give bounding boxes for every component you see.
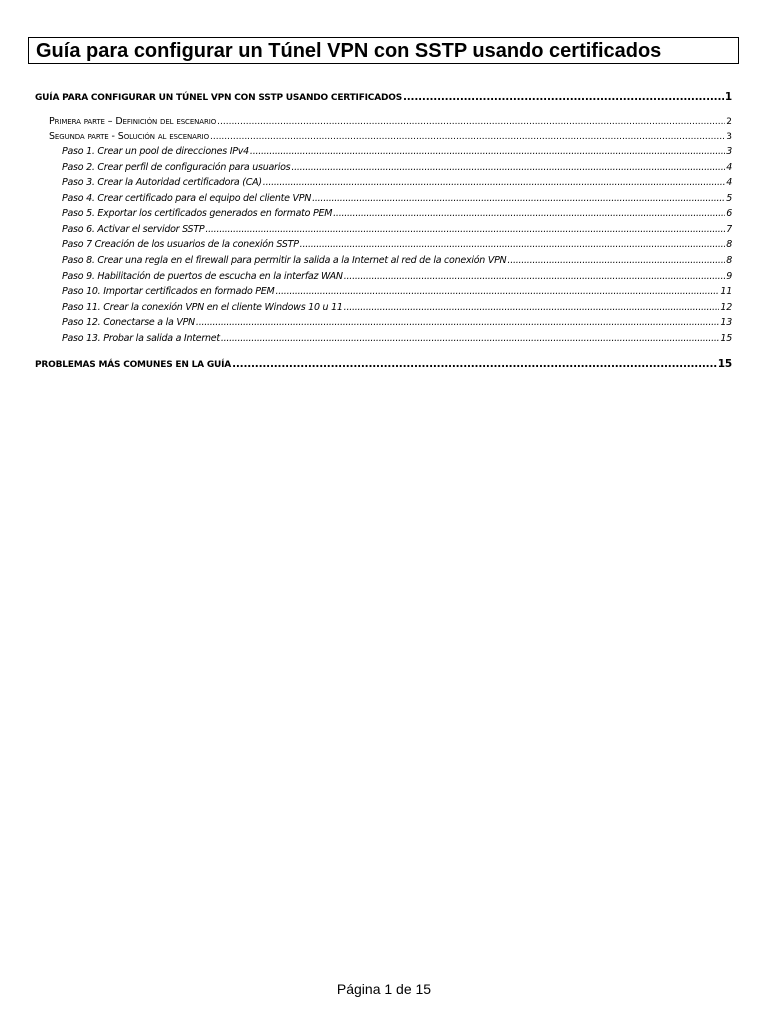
toc-leader bbox=[217, 117, 725, 127]
toc-entry-label: Primera parte – Definición del escenario bbox=[49, 116, 217, 127]
toc-entry-label: Paso 13. Probar la salida a Internet bbox=[62, 333, 220, 344]
document-title: Guía para configurar un Túnel VPN con SSTP usando certificados bbox=[36, 39, 662, 62]
toc-entry-page: 3 bbox=[726, 132, 732, 142]
toc-leader bbox=[263, 177, 725, 188]
toc-entry-label: Paso 9. Habilitación de puertos de escucha en la interfaz WAN bbox=[62, 271, 343, 282]
toc-entry[interactable] bbox=[35, 208, 732, 219]
toc-entry-label: Paso 12. Conectarse a la VPN bbox=[62, 317, 195, 328]
toc-leader bbox=[403, 91, 724, 103]
toc-entry-page: 15 bbox=[720, 333, 732, 344]
toc-entry-label: Paso 5. Exportar los certificados generados en formato PEM bbox=[62, 208, 333, 219]
toc-leader bbox=[275, 286, 719, 297]
toc-entry-label: Paso 4. Crear certificado para el equipo del cliente VPN bbox=[62, 193, 312, 204]
toc-entry[interactable] bbox=[35, 317, 732, 328]
toc-entry-page: 6 bbox=[726, 208, 732, 219]
toc-entry-page: 8 bbox=[726, 239, 732, 250]
toc-entry[interactable] bbox=[35, 239, 732, 250]
toc-entry[interactable] bbox=[35, 333, 732, 344]
toc-leader bbox=[196, 317, 719, 328]
toc-entry-label: Paso 8. Crear una regla en el firewall para permitir la salida a la Internet al red de la conexión VPN bbox=[62, 255, 507, 266]
toc-entry-label: Paso 2. Crear perfil de configuración para usuarios bbox=[62, 162, 291, 173]
toc-leader bbox=[507, 255, 725, 266]
toc-entry[interactable] bbox=[35, 116, 732, 127]
toc-entry-page: 9 bbox=[726, 271, 732, 282]
toc-entry[interactable] bbox=[35, 177, 732, 188]
toc-entry[interactable] bbox=[35, 146, 732, 157]
toc-entry[interactable] bbox=[35, 302, 732, 313]
toc-entry-label: Paso 3. Crear la Autoridad certificadora (CA) bbox=[62, 177, 262, 188]
toc-entry[interactable] bbox=[35, 358, 732, 370]
toc-entry-page: 5 bbox=[726, 193, 732, 204]
toc-entry-label: Paso 7 Creación de los usuarios de la conexión SSTP bbox=[62, 239, 299, 250]
toc-entry-page: 12 bbox=[720, 302, 732, 313]
toc-leader bbox=[221, 333, 720, 344]
toc-leader bbox=[344, 302, 720, 313]
toc-entry[interactable] bbox=[35, 162, 732, 173]
document-title-box bbox=[28, 37, 739, 64]
toc-entry-page: 4 bbox=[726, 162, 732, 173]
toc-leader bbox=[250, 146, 725, 157]
toc-entry-page: 4 bbox=[726, 177, 732, 188]
toc-entry-page: 11 bbox=[720, 286, 732, 297]
toc-leader bbox=[205, 224, 725, 235]
toc-entry-label: Paso 6. Activar el servidor SSTP bbox=[62, 224, 205, 235]
toc-leader bbox=[300, 239, 726, 250]
toc-entry-label: Segunda parte - Solución al escenario bbox=[49, 131, 209, 142]
toc-leader bbox=[333, 208, 725, 219]
toc-leader bbox=[312, 193, 725, 204]
toc-leader bbox=[210, 132, 725, 142]
toc-leader bbox=[232, 358, 717, 370]
toc-entry-page: 8 bbox=[726, 255, 732, 266]
toc-entry-page: 3 bbox=[726, 146, 732, 157]
toc-entry-label: GUÍA PARA CONFIGURAR UN TÚNEL VPN CON SSTP USANDO CERTIFICADOS bbox=[35, 93, 402, 103]
toc-entry[interactable] bbox=[35, 193, 732, 204]
toc-entry-page: 15 bbox=[717, 358, 732, 370]
toc-leader bbox=[344, 271, 725, 282]
toc-entry-page: 1 bbox=[724, 91, 732, 103]
toc-entry[interactable] bbox=[35, 131, 732, 142]
toc-entry-label: PROBLEMAS MÁS COMUNES EN LA GUÍA bbox=[35, 360, 232, 370]
toc-entry-label: Paso 11. Crear la conexión VPN en el cliente Windows 10 u 11 bbox=[62, 302, 343, 313]
page-footer: Página 1 de 15 bbox=[336, 981, 432, 997]
toc-leader bbox=[291, 162, 725, 173]
toc-entry[interactable] bbox=[35, 91, 732, 103]
toc-entry-page: 7 bbox=[726, 224, 732, 235]
toc-entry-page: 13 bbox=[720, 317, 732, 328]
toc-entry-label: Paso 1. Crear un pool de direcciones IPv4 bbox=[62, 146, 249, 157]
toc-entry-page: 2 bbox=[726, 117, 732, 127]
toc-entry-label: Paso 10. Importar certificados en formado PEM bbox=[62, 286, 275, 297]
toc-entry[interactable] bbox=[35, 255, 732, 266]
toc-entry[interactable] bbox=[35, 271, 732, 282]
toc-entry[interactable] bbox=[35, 224, 732, 235]
toc-entry[interactable] bbox=[35, 286, 732, 297]
